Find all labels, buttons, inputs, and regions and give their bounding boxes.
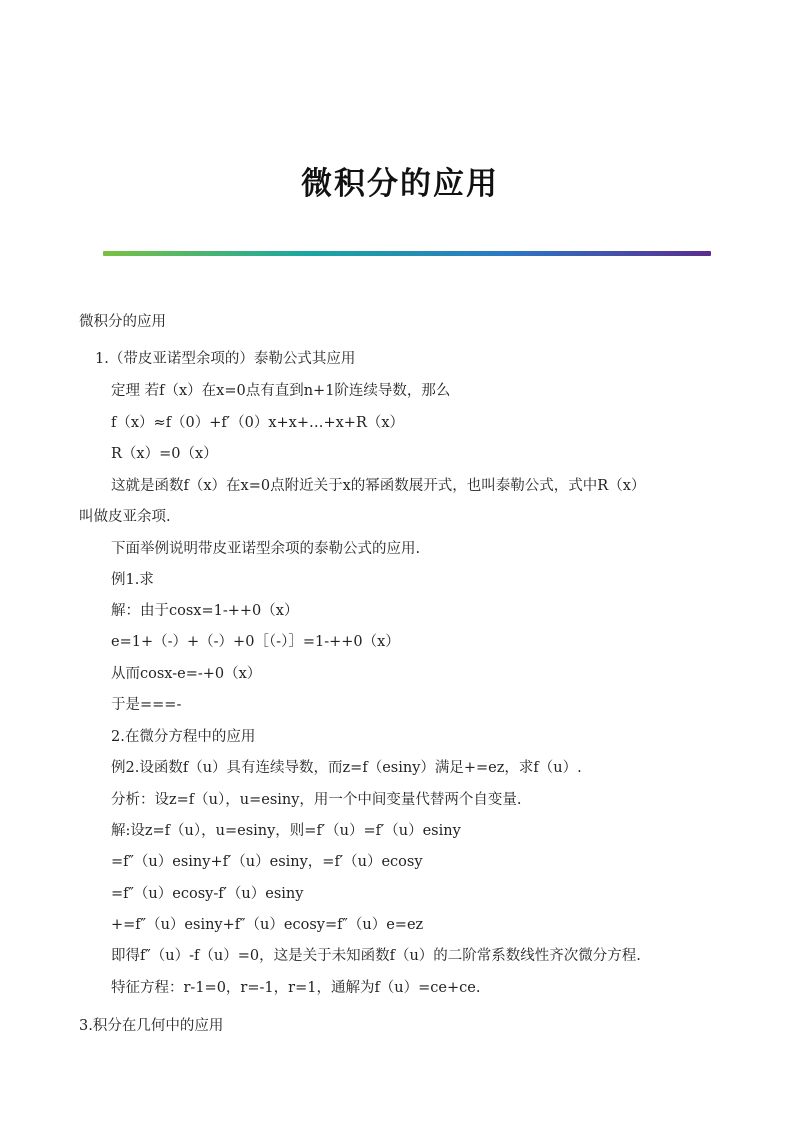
paragraph: 即得f″（u）-f（u）=0，这是关于未知函数f（u）的二阶常系数线性齐次微分方程. — [111, 948, 641, 964]
paragraph: 1.（带皮亚诺型余项的）泰勒公式其应用 — [95, 351, 356, 367]
paragraph: 2.在微分方程中的应用 — [111, 729, 256, 745]
paragraph: 分析：设z=f（u），u=esiny，用一个中间变量代替两个自变量. — [111, 792, 522, 808]
formula: 从而cosx-e=-+0（x） — [111, 666, 262, 682]
formula: +=f″（u）esiny+f″（u）ecosy=f″（u）e=ez — [111, 917, 424, 933]
formula: 于是===- — [111, 697, 182, 713]
formula: =f″（u）esiny+f′（u）esiny，=f′（u）ecosy — [111, 854, 423, 870]
paragraph: 特征方程：r-1=0，r=-1，r=1，通解为f（u）=ce+ce. — [111, 980, 481, 996]
paragraph: 例2.设函数f（u）具有连续导数，而z=f（esiny）满足+=ez，求f（u）. — [111, 760, 582, 776]
paragraph: 例1.求 — [111, 572, 154, 588]
section-heading: 3.积分在几何中的应用 — [79, 1018, 224, 1034]
formula: 解:设z=f（u），u=esiny，则=f′（u）=f′（u）esiny — [111, 823, 461, 839]
formula: R（x）=0（x） — [111, 446, 218, 462]
formula: e=1+（-）+（-）+0［（-）］=1-++0（x） — [111, 634, 400, 650]
formula: =f″（u）ecosy-f′（u）esiny — [111, 886, 304, 902]
paragraph: 这就是函数f（x）在x=0点附近关于x的幂函数展开式，也叫泰勒公式，式中R（x） — [111, 478, 646, 494]
paragraph: 叫做皮亚余项. — [79, 509, 171, 525]
paragraph: 下面举例说明带皮亚诺型余项的泰勒公式的应用. — [111, 541, 421, 557]
formula: f（x）≈f（0）+f′（0）x+x+…+x+R（x） — [111, 415, 405, 431]
formula: 解：由于cosx=1-++0（x） — [111, 603, 299, 619]
section-heading: 微积分的应用 — [79, 314, 166, 330]
paragraph: 定理 若f（x）在x=0点有直到n+1阶连续导数，那么 — [111, 383, 451, 399]
title-divider — [103, 251, 711, 256]
document-title: 微积分的应用 — [301, 166, 499, 202]
